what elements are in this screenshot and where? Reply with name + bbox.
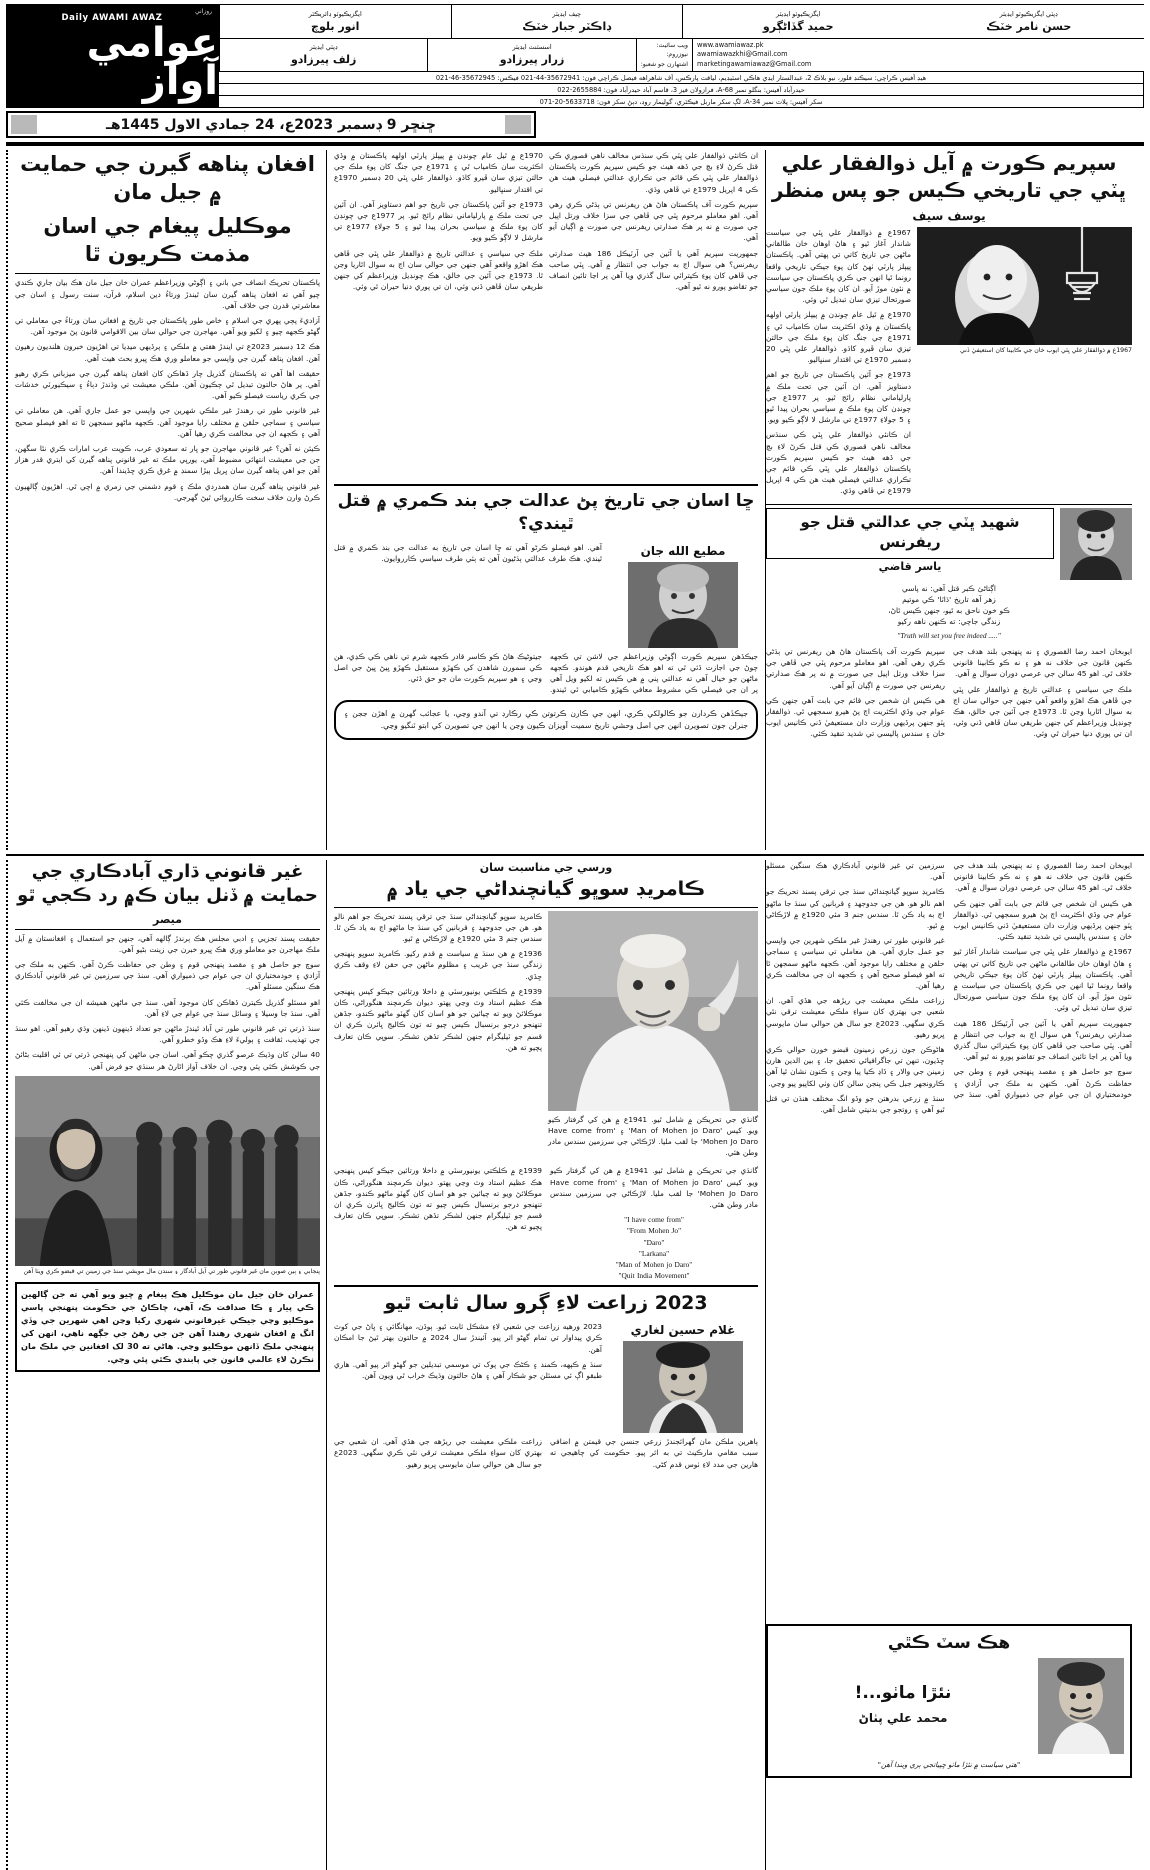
bhutto-gallows-photo <box>917 227 1132 345</box>
latin-quote: "Quit India Movement" <box>618 1271 690 1281</box>
afghan-para: آزاديءَ پڄي پهري جي اسلام ۽ خاص طور پاڪستان جي تاريخ ۾ افغانن سان ورتاءُ جي معاملي تي گهڻو ڪجهه چيو ۽ لکيو ويو آهي. مهاجرن جي حوالي سان بين الاقوامي قانون پڻ موجود آهن. <box>15 315 320 337</box>
pathan-byline: محمد علي پٺاڻ <box>858 1711 948 1726</box>
illegal-para: سنڌ ڌرتي تي غير قانوني طور تي آباد ٿيندڙ ماڻهن جو تعداد ڏينهون ڏينهن وڌي رهيو آهي. اهو سنڌ جي تهذيب، ثقافت ۽ ٻوليءَ لاءِ هڪ وڏو خطرو آهي. <box>15 1024 320 1045</box>
staff-name: انور بلوچ <box>311 19 360 33</box>
afghan-body <box>15 277 320 503</box>
lead-para: ملڪ جي سياسي ۽ عدالتي تاريخ ۾ ذوالفقار علي ڀٽي جي ڦاهي هڪ اهڙو واقعو آهي جنهن جي حوالي سان اڄ به سوال اٿاريا وڃن ٿا. 1973ع جي آئين جي خالق، هڪ چونڊيل وزيراعظم کي جنهن طريقي سان ڦاهي ڏني وئي، ان تي پوري دنيا حيران ٿي وئي. <box>334 248 543 292</box>
mid-page-divider <box>6 854 1144 856</box>
sobho-col-right <box>334 911 542 1163</box>
lead-col-a <box>334 150 543 480</box>
latin-quote: "Man of Mohen jo Daro" <box>615 1260 693 1270</box>
poem-line: زندگي جاچي: ته ڪنهن ناهه رکيو <box>897 617 1001 627</box>
staff-masthead-block <box>218 4 1144 72</box>
lead-para: جمهوريت سپريم آهي يا آئين جي آرٽيڪل 186 هيٺ صدارتي ريفرنس؟ هي سوال اڄ به جواب جي انتظار ۾ آهي. ڀٽي صاحب جي ڦاهي کان پوءِ ڪيترائي سال گذري ويا آهن پر اڃا تائين انصاف جو تقاضو پورو نه ٿيو آهي. <box>549 248 758 292</box>
staff-name: زرار پيرزادو <box>499 53 565 67</box>
yasir-byline: ياسر قاضي <box>878 560 942 574</box>
staff-deputy-exec-editor <box>914 5 1145 38</box>
ads-label: اشتهارن جو شعبو: <box>640 60 689 68</box>
contact-labels <box>636 39 692 72</box>
pathan-headline: نئڙا ماٺو...! <box>854 1683 952 1704</box>
afghan-headline-rule <box>15 273 320 274</box>
upper-section <box>6 150 1144 850</box>
continuation-para: ايوبخان احمد رضا القصوري ۽ نه پنهنجي بلند هدف جي ڪنهن قانون جي خلاف نه هو ۽ نه ڪو ڪابينا قانوني خلاف ٿي. اهو 45 سالن جي عرصي دوران سوال ۾ آهي. <box>953 861 1132 893</box>
inner-highlight-box <box>334 700 758 740</box>
sobho-para: گانڌي جي تحريڪن ۾ شامل ٿيو. 1941ع ۾ هن کي گرفتار ڪيو ويو. کيس 'Man of Mohen jo Daro' ۽ 'Have come from Mohen Jo Daro' جا لقب مليا. لاڙڪاڻي جي سرزمين سندس مادر وطن هئي. <box>548 1114 758 1158</box>
address-hyderabad: حيدرآباد آفيس: بنگلو نمبر 68-A، فرازولان فيز 3، قاسم آباد حيدرآباد فون: 2655884-022 <box>219 84 1143 96</box>
afghan-headline-line2: موڪليل پيغام جي اسان مذمت ڪريون ٿا <box>43 213 292 267</box>
newspaper-logo <box>6 4 218 108</box>
lead-byline: يوسف سيف <box>912 209 986 223</box>
yasir-body <box>766 646 1132 744</box>
lead-para: 1970ع ۾ ٿيل عام چونڊن ۾ پيپلز پارٽي اولهه پاڪستان ۾ وڏي اڪثريت سان ڪامياب ٿي ۽ 1971ع جي جنگ کان پوءِ ملڪ جي حالتن تيزي سان ڦيرو کاڌو. ذوالفقار علي ڀٽي 20 ڊسمبر 1970ع تي اقتدار سنڀاليو. <box>766 310 911 365</box>
lead-text-col <box>766 227 911 501</box>
lead-para: 1967ع ۾ ذوالفقار علي ڀٽي جي سياست شاندار آغاز ٿيو ۽ هاڻ اوهان خان طالقاني ماڻهن جي تاريخ کاتي تي پهتي آهي. پاڪستان پيپلز پارٽي ٺهڻ کان پوءِ جيڪي تاريخي واقعا رونما ٿيا انهن جي ڪري پاڪستان جي سياست ۾ نئون موڙ آيو. ان کان پوءِ ملڪ جون سياسي صورتحال تيزي سان تبديل ٿي وئي. <box>766 228 911 305</box>
refugees-illustration <box>15 1076 320 1266</box>
sobho-para: 1939ع ۾ ڪلڪتي يونيورسٽي ۾ داخلا ورتائين جيڪو کيس پنهنجي هڪ عظيم استاد وٽ وڃي پهتو. ديوان ڪرمچند هنگوراڻي، ڪان موڪلائڻ ويو ته چيائين جو هو اسان کان گهٽو ماڻهو ڪندو، جڏهن تنهنجو درجو برنسبال ڪيس چيو ته تون ڪاليج ڀائرن ڪري ان قسم جو ٽيليگرام جنهن لشڪر تڏهن تشڪر. سوڀي ڪان تعارف پچيو ته هن. <box>334 986 542 1052</box>
yasir-para: سپريم ڪورت آف پاڪستان هاڻ هن ريفرنس تي ٻڌڻي ڪري رهي آهي. اهو معاملو مرحوم ڀٽي جي ڦاهي جي سزا خلاف ورتل اپيل جي صورت ۾ نه پر هڪ صدارتي ريفرنس جي صورت ۾ اڳيان آيو آهي. <box>766 646 945 690</box>
yasir-headline: شهيد ڀٽي جي عدالتي قتل جو ريفرنس <box>800 512 1020 551</box>
afghan-para: غير قانوني پناهه گيرن سان همدردي ملڪ ۽ قوم دشمني جي زمري ۾ اچي ٿي. اهڙيون ڳالهيون ڪرڻ وارن خلاف سخت ڪارروائي ٿيڻ گهرجي. <box>15 481 320 502</box>
pathan-portrait <box>1038 1658 1124 1754</box>
continuation-para: جمهوريت سپريم آهي يا آئين جي آرٽيڪل 186 هيٺ صدارتي ريفرنس؟ هي سوال اڄ به جواب جي انتظار ۾ آهي. ڀٽي صاحب جي ڦاهي کان پوءِ ڪيترائي سال گذري ويا آهن پر اڃا تائين انصاف جو تقاضو پورو نه ٿيو آهي. <box>953 1018 1132 1062</box>
matiullah-para: جيڪڏهن سپريم ڪورت اڳوڻي وزيراعظم جي لاشن تي ڪجهه چوڻ جي اجازت ڏئي ٿي ته اهو هڪ تاريخي قدم هوندو. ڪجهه ماڻهن جو خيال آهي ته عدالتي پني ۾ هي ڪيس ته لکيو ويل آهي پر ان جي فيصلي ڪي مشروط معافي ڪهڙو ڪاميابي ٿي ٿيندو. جيتوڻيڪ هاڻ ڪو ڪاسر قادر ڪجهه شرم تي ناهي ڪي ڪڍي، هن ڪي سمورن شاهدن کي ڪهڙو مستقبل ڪهڙو ڀيڻ ڀيڻ جي اصل وڃي ۽ هو سپريم ڪورت مان جو حق ڏئي. <box>334 651 758 695</box>
staff-role: اسسٽنٽ ايڊيٽر <box>512 43 552 52</box>
sobho-para: ڪامريڊ سوڀو گيانچنداڻي سنڌ جي ترقي پسند تحريڪ جو اهم نالو هو. هن جي جدوجهد ۽ قربانين کي سنڌ جا ماڻهو اڄ به ياد ڪن ٿا. سندس جنم 3 مئي 1920ع ۾ لاڙڪاڻي ۾ ٿيو. <box>334 911 542 944</box>
illegal-headline: غير قانوني ڌاري آبادڪاري جي حمايت ۾ ڏنل بيان ڪ۾ رد ڪجي ٿو <box>17 861 318 907</box>
date-bar <box>6 111 536 138</box>
sobho-para: 1939ع ۾ ڪلڪتي يونيورسٽي ۾ داخلا ورتائين جيڪو کيس پنهنجي هڪ عظيم استاد وٽ وڃي پهتو. ديوان ڪرمچند هنگوراڻي، ڪان موڪلائڻ ويو ته چيائين جو هو اسان کان گهٽو ماڻهو ڪندو، جڏهن تنهنجو درجو برنسبال ڪيس چيو ته تون ڪاليج ڀائرن ڪري ان قسم جو ٽيليگرام جنهن لشڪر تڏهن تشڪر. سوڀي ڪان تعارف پچيو ته هن. <box>334 1166 542 1232</box>
afghan-headline-line1: افغان پناهه گيرن جي حمايت ۾ جيل مان <box>20 152 315 205</box>
sobho-kicker: ورسي جي مناسبت سان <box>479 861 613 874</box>
staff-role: ڊپٽي ايگزيڪيوٽو ايڊيٽر <box>999 9 1058 18</box>
illegal-byline: ميصر <box>153 912 182 926</box>
lower-section <box>6 860 1144 1870</box>
illegal-para: 40 سالن کان وڌيڪ عرصو گذري چڪو آهي. اسان جي ماڻهن کي پنهنجي ڌرتي تي ئي اقليت بڻائڻ جي ڪوشش ڪئي پئي وڃي. ان خلاف آواز اٿارڻ هر سنڌي جو فرض آهي. <box>15 1050 320 1071</box>
matiullah-headline: ڇا اسان جي تاريخ پڻ عدالت جي بند ڪمري ۾ قتل ٿيندي؟ <box>337 491 755 534</box>
sobho-headline: ڪامريڊ سوڀو گيانچنداڻي جي ياد ۾ <box>386 878 706 900</box>
illegal-para: حقيقت پسند تجزيي ۽ ادبي مجلس هڪ ٻرندڙ ڳالهه آهي، جنهن جو استعمال ۽ افغانستان ۾ آيل ملڪ مهاجرن جو معاملو وري هڪ ڀيرو خبرن جي زينت بڻيو آهي. <box>15 933 320 954</box>
gallows-illustration <box>917 227 1132 345</box>
left-lower-continuation <box>766 860 1132 1620</box>
afghan-para: هڪ 12 ڊسمبر 2023ع تي ايندڙ هفتي ۾ ملڪي ۽ پرڏيهي ميڊيا تي اهڙيون خبرون هلنديون رهيون آهن. افغان پناهه گيرن جي واپسي جو معاملو وري هڪ ڀيرو بحث هيٺ آهي. <box>15 342 321 363</box>
portrait-illustration <box>1038 1658 1124 1754</box>
masthead <box>6 4 1144 108</box>
lead-para: 1970ع ۾ ٿيل عام چونڊن ۾ پيپلز پارٽي اولهه پاڪستان ۾ وڏي اڪثريت سان ڪامياب ٿي ۽ 1971ع جي جنگ کان پوءِ ملڪ جي حالتن تيزي سان ڦيرو کاڌو. ذوالفقار علي ڀٽي 20 ڊسمبر 1970ع تي اقتدار سنڀاليو. <box>334 151 544 194</box>
agri-para: سنڌ ۾ ڪپهه، ڪمند ۽ ڪڻڪ جي پوک تي موسمي تبديلين جو گهڻو اثر پيو آهي. هاري طبقو اڳ ئي مسئلن جو شڪار آهي ۽ هاڻ حالتون وڌيڪ خراب ٿي ويون آهن. <box>334 1359 602 1380</box>
afghan-para: حقيقت اها آهي ته پاڪستان گذريل چار ڏهاڪن کان افغان پناهه گيرن جي ميزباني ڪري رهيو آهي. پر هاڻ حالتون تبديل ٿي چڪيون آهن. ملڪي معيشت تي وڌندڙ دٻاءُ ۽ سيڪيورٽي خدشات جي ڪري رياست فيصلو ڪيو آهي. <box>15 368 320 401</box>
staff-name: زلف پيرزادو <box>290 53 357 67</box>
marketing-email[interactable]: marketingawamiawaz@Gmail.com <box>697 59 812 68</box>
sobho-col-caption-text <box>548 1114 758 1159</box>
continuation-para: هاڻوڪن جون زرعي زمينون قبضو خورن حوالي ڪري ڇڏيون، تنهن تي جاگرافيائي تحقيق جا، ۽ بين الدين هارن زمينن جي والار ۽ ڏاڍ ڪيا پيا وڃن ۽ ڪنون نشان ٿيا آهن ڪارونجهر جبل ڪي پنجن سالن کان وٺي لکاپيو پيو وڃي. <box>766 1045 945 1088</box>
newsroom-label: نيوزروم: <box>666 51 689 58</box>
continuation-para: ڪامريڊ سوڀو گيانچنداڻي سنڌ جي ترقي پسند تحريڪ جو اهم نالو هو. هن جي جدوجهد ۽ قربانين کي سنڌ جا ماڻهو اڄ به ياد ڪن ٿا. سندس جنم 3 مئي 1920ع ۾ لاڙڪاڻي ۾ ٿيو. <box>766 887 945 931</box>
pathan-kicker: هڪ سٽ ڪٿي <box>887 1633 1011 1653</box>
inner-box-text: جيڪڏهن ڪردارن جو ڪالولکي ڪري، انهن جي ڪارن ڪرتوتن ڪي رڪارڊ تي آندو وڃي، يا عجائب گهرن ۾ اهڙن ججن ۽ جنرلن جون تصويرن انهن جي اصل وحشي تاريخ سميت آويزان ڪيون وڃن يا انهن جي تصويرن کي ابتو ٽنگيو وڃي. <box>344 708 748 730</box>
address-karachi: هيڊ آفيس ڪراچي: سيڪنڊ فلور، نيو بلاڪ 2، عبدالستار ايڊي هاڪي اسٽيڊيم، لياقت پارڪس، آف شاهراهه فيصل ڪراچي فون: 35672941-44-021 فيڪس: 35672945-46-021 <box>219 72 1143 84</box>
afghan-para: غير قانوني طور تي رهندڙ غير ملڪي شهرين جي واپسي جو عمل جاري آهي. هن معاملي تي سياسي ۽ سماجي حلقن ۾ مختلف رايا موجود آهن. ڪجهه ماڻهو سمجهن ٿا ته اهو فيصلو صحيح آهي ۽ ڪجهه ان جي مخالفت ڪري رهيا آهن. <box>15 406 320 438</box>
continuation-para: غير قانوني طور تي رهندڙ غير ملڪي شهرين جي واپسي جو عمل جاري آهي. هن معاملي تي سياسي ۽ سماجي حلقن ۾ مختلف رايا موجود آهن. ڪجهه ماڻهو سمجهن ٿا ته اهو فيصلو صحيح آهي ۽ ڪجهه ان جي مخالفت ڪري رهيا آهن. <box>766 936 945 991</box>
continuation-para: 1967ع ۾ ذوالفقار علي ڀٽي جي سياست شاندار آغاز ٿيو ۽ هاڻ اوهان خان طالقاني ماڻهن جي تاريخ کاتي تي پهتي آهي. پاڪستان پيپلز پارٽي ٺهڻ کان پوءِ جيڪي تاريخي واقعا رونما ٿيا انهن جي ڪري پاڪستان جي سياست ۾ نئون موڙ آيو. ان کان پوءِ ملڪ جون سياسي صورتحال تيزي سان تبديل ٿي وئي. <box>953 947 1132 1013</box>
portrait-illustration <box>628 562 738 648</box>
pathan-quote: "هتي سياست ۾ نئڙا ماٺو ڇپياتجي ٻري ويندا آهن" <box>877 1760 1021 1769</box>
staff-assistant-editor <box>427 39 635 72</box>
staff-role: چيف ايڊيٽر <box>552 9 582 18</box>
matiullah-para: آهي. اهو فيصلو ڪرڻو آهي ته ڇا اسان جي تاريخ به عدالت جي بند ڪمري ۾ قتل ٿيندي. هڪ طرف عدالتي ٻڌڻيون آهن ته ٻئي طرف سياسي ڪارروايون. <box>334 542 602 564</box>
continuation-para: هي ڪيس ان شخص جي قائم جي بابت آهي جنهن ڪي عوام جي وڏي اڪثريت اڄ پڻ هيرو سمجهي ٿي. ذوالفقار ڀٽو جنهن پرڏيهي وزارت دان مستعيفيٰ ڏني ڪانيس ايوب خان ۽ سندس پاليسي تي شديد تنقيد ڪئي. <box>953 898 1132 942</box>
imran-statement-text: عمران خان جيل مان موڪليل هڪ پيغام ۾ چيو ويو آهي ته جن ڳالهين ڪي پيار ۽ ڪا صداقت ڪ، آهي، چاڪاڻ جي حڪومت پنهنجي پاسي موڪليو وڃي جيڪي غيرقانوني شهري رکيا وڃن اهي شهرين جي وڏي انگ ۾ افغان شهري رهندا آهن جن جي رهڻ جي جڳهه ناهي، انهن کي پنهنجي ملڪ ڏانهن موڪليو وڃي. هاڻي ته 30 لک افغانين جي ملڪ مان نڪرڻ لاءِ عالمي قانون جي پابندي ڪٿي پئي وڃي. <box>21 1289 314 1365</box>
sobho-portrait-illustration <box>548 911 758 1111</box>
yasir-para: ايوبخان احمد رضا القصوري ۽ نه پنهنجي بلند هدف جي ڪنهن قانون جي خلاف نه هو ۽ نه ڪو ڪابينا قانوني خلاف ٿي. اهو 45 سالن جي عرصي دوران سوال ۾ آهي. <box>953 646 1132 679</box>
matiullah-body <box>334 651 758 696</box>
lead-para: ان ڪانئي ذوالفقار علي ڀٽي ڪي سنڌس مخالف ناهي قصوري ڪي قتل ڪرڻ لاءِ بچ جي ڏهه هيٺ جو ڪيس سپريم ڪورت پاڪستان ذوالفقار علي ڀٽي ڪي قائم جي تڪراري عدالتي فيصلي هيٺ هن ڪي 4 اپريل 1979ع تي ڦاهي وڌي. <box>549 151 758 194</box>
office-addresses <box>218 72 1144 108</box>
matiullah-top-rule <box>334 484 758 486</box>
staff-name: حميد گڏاڻڳرو <box>762 19 834 33</box>
agri-col-right <box>334 1321 602 1385</box>
date-bar-decoration-left <box>11 115 37 134</box>
staff-role: ايگزيڪيوٽو ڊائريڪٽر <box>308 9 362 18</box>
staff-name: ڊاڪٽر جبار خٽڪ <box>522 19 612 33</box>
agri-para: زراعت ملڪي معيشت جي ريڙهه جي هڏي آهي. ان شعبي جي بهتري کان سواءِ ملڪي معيشت ترقي نٿي ڪري سگهي. 2023ع جو سال هن حوالي سان مايوسي ڀريو رهيو. <box>334 1437 542 1469</box>
logo-sindhi-name: عوامي آواز <box>86 19 218 104</box>
sobho-rule <box>334 907 758 908</box>
continuation-para: زراعت ملڪي معيشت جي ريڙهه جي هڏي آهي. ان شعبي جي بهتري کان سواءِ ملڪي معيشت ترقي نٿي ڪري سگهي. 2023ع جو سال هن حوالي سان مايوسي ڀريو رهيو. <box>766 996 945 1039</box>
lead-continuation <box>334 150 758 480</box>
address-sukkur: سکر آفيس: پلاٽ نمبر 34-A، لڳ سکر ماربل فيڪٽري، گوليمار روڊ، دٻڻ سکر فون: 5633718-20-071 <box>539 97 823 106</box>
latin-quote: "I have come from" <box>624 1215 684 1225</box>
logo-corner-text: روزاني <box>194 8 212 15</box>
column-afghan-editorial <box>6 150 326 850</box>
illegal-rule <box>15 929 320 930</box>
sobho-para: گانڌي جي تحريڪن ۾ شامل ٿيو. 1941ع ۾ هن کي گرفتار ڪيو ويو. کيس 'Man of Mohen jo Daro' ۽ 'Have come from Mohen Jo Daro' جا لقب مليا. لاڙڪاڻي جي سرزمين سندس مادر وطن هئي. <box>550 1166 758 1210</box>
agri-para: 2023 ورهيه زراعت جي شعبي لاءِ مشڪل ثابت ٿيو. ٻوڏن، مهانگائي ۽ ڀاڻ جي کوٽ ڪري پيداوار تي تمام گهڻو اثر پيو. آئيندڙ سال 2024 ۾ حالتون بهتر ٿيڻ جا امڪان آهن. <box>334 1322 602 1354</box>
poem-line: اڳتاڻئ ڪبر قتل آهي: نه پاسي <box>902 583 996 593</box>
imran-statement-box <box>15 1282 320 1372</box>
column-left-lower <box>766 860 1138 1870</box>
pathan-column-box <box>766 1624 1132 1778</box>
continuation-para: سوچ جو حاصل هو ۽ مقصد پنهنجي قوم ۽ وطن جي حفاظت ڪرڻ آهي. ڪنهن به ملڪ جي آزادي ۽ خودمختياري ان جي عوام جي ذميواري آهي. سنڌ جي سرزمين تي غير قانوني آبادڪاري هڪ سنگين مسئلو آهي. <box>766 861 1132 1099</box>
staff-exec-director <box>219 5 451 38</box>
masthead-divider <box>6 142 1144 146</box>
lead-para: 1973ع جو آئين پاڪستان جي تاريخ جو اهم دستاويز آهي. ان آئين جي تحت ملڪ ۾ پارلياماني نظام رائج ٿيو. پر 1977ع جي چونڊن کان پوءِ ملڪ ۾ سياسي بحران پيدا ٿيو ۽ 5 جولاءِ 1977ع تي مارشل لا لاڳو ڪيو ويو. <box>334 199 543 243</box>
yasir-poem <box>766 583 1132 628</box>
latin-quote: "Larkana" <box>638 1248 670 1258</box>
staff-role: ڊپٽي ايڊيٽر <box>309 43 338 52</box>
continuation-para: سنڌ ۾ زرعي بدرهتن جو وڏو انگ مختلف هنڌن تي قتل ٿيو آهي ۽ روتجو جي بدنيتي شامل آهي. <box>766 1093 945 1115</box>
afghan-para: پاڪستان تحريڪ انصاف جي باني ۽ اڳوڻي وزيراعظم عمران خان جيل مان هڪ بيان جاري ڪندي چيو آهي ته افغان پناهه گيرن سان ٿيندڙ ورتاءُ دين اسلام، قرآن، سنت رسول ۽ اسان جي معاشرتي قدرن جي خلاف آهي. <box>15 278 320 310</box>
yasir-para: هي ڪيس ان شخص جي قائم جي بابت آهي جنهن ڪي عوام جي وڏي اڪثريت اڄ پڻ هيرو سمجهي ٿي. ذوالفقار ڀٽو جنهن پرڏيهي وزارت دان مستعيفيٰ ڏني ڪانيس ايوب خان ۽ سندس پاليسي تي شديد تنقيد ڪئي. <box>766 695 945 739</box>
lead-photo-caption: 1967ع ۾ ذوالفقار علي ڀٽي ايوب خان جي ڪابينا کان استعيفيٰ ڏني <box>959 347 1132 354</box>
poem-line: زهر آهه تاريخ 'ڌاٽا' ڪي موتيم <box>902 594 996 604</box>
website-url[interactable]: www.awamiawaz.pk <box>697 40 764 49</box>
logo-english-name: Daily AWAMI AWAZ <box>61 12 163 23</box>
date-bar-decoration-right <box>505 115 531 134</box>
agri-headline: 2023 زراعت لاءِ ڳرو سال ثابت ٿيو <box>384 1292 708 1315</box>
illegal-body <box>15 933 320 1072</box>
lead-para: ان ڪانئي ذوالفقار علي ڀٽي ڪي سنڌس مخالف ناهي قصوري ڪي قتل ڪرڻ لاءِ بچ جي ڏهه هيٺ جو ڪيس سپريم ڪورت پاڪستان ذوالفقار علي ڀٽي ڪي قائم جي تڪراري عدالتي فيصلي هيٺ هن ڪي 4 اپريل 1979ع تي ڦاهي وڌي. <box>766 430 911 496</box>
agri-para: ٻاهرين ملڪن مان گهرائجندڙ زرعي جنسن جي قيمتن ۾ اضافي سبب مقامي مارڪيٽ تي به اثر پيو. حڪومت کي چاهيجي ته هارين جي مدد لاءِ ٺوس قدم کڻي. <box>550 1437 758 1469</box>
agri-author-photo <box>623 1341 743 1433</box>
poem-line: ڪو خون ناحق به ٿيو، جنهن ڪيس ٿاڻ، <box>888 606 1010 616</box>
sobho-para: 1936ع ۾ هن سنڌ ۾ سياست ۾ قدم رکيو. ڪامريڊ سوڀو پنهنجي زندگي سنڌ جي غريب ۽ مظلوم ماڻهن جي حقن لاءِ وقف ڪري ڇڏي. <box>334 949 542 981</box>
refugees-photo <box>15 1076 320 1266</box>
portrait-illustration <box>1060 508 1132 580</box>
column-middle-lower <box>326 860 766 1870</box>
publication-date: ڇنڇر 9 ڊسمبر 2023ع، 24 جمادي الاول 1445هـ <box>106 116 436 133</box>
sobho-photo <box>548 911 758 1111</box>
agri-top-rule <box>334 1285 758 1287</box>
newsroom-email[interactable]: awamiawazkhi@Gmail.com <box>697 50 788 58</box>
column-left-upper <box>766 150 1138 850</box>
sobho-extra-b <box>550 1165 758 1281</box>
matiullah-intro-col <box>334 542 602 648</box>
column-illegal-settlement <box>6 860 326 1870</box>
staff-exec-editor <box>682 5 914 38</box>
refugees-photo-caption: پنجابي ۽ ٻين صوبن مان غير قانوني طور تي آيل آبادگار ۽ سندن مال مويشي سنڌ جي زمينن تي قبضو ڪري ويٺا آهن <box>23 1267 320 1275</box>
afghan-para: ڪيئن نه آهن؟ غير قانوني مهاجرن جو ڀار ته سعودي عرب، ڪويت عرب امارات ڪري نٿا سگهن، جن جي معيشت انتهائي مضبوط آهي، يورپي ملڪ ته غير قانوني پناهه گيرن کي ايتري قدر هزار آهن جو اهي پناهه گيرن سان ڀريل ٻيڙا سمنڊ ۾ غرق ڪري ڇڏيندا آهن. <box>15 444 320 476</box>
yasir-english-quote: "Truth will set you free indeed ....." <box>897 631 1001 641</box>
left-col-rule-1 <box>766 504 1132 505</box>
agri-body <box>334 1436 758 1474</box>
staff-chief-editor <box>451 5 683 38</box>
staff-row-bottom <box>219 38 1144 72</box>
website-label: ويب سائيٽ: <box>656 41 689 49</box>
latin-quote: "From Mohen Jo" <box>626 1226 682 1236</box>
lead-para: 1973ع جو آئين پاڪستان جي تاريخ جو اهم دستاويز آهي. ان آئين جي تحت ملڪ ۾ پارلياماني نظام رائج ٿيو. پر 1977ع جي چونڊن کان پوءِ ملڪ ۾ سياسي بحران پيدا ٿيو ۽ 5 جولاءِ 1977ع تي مارشل لا لاڳو ڪيو ويو. <box>766 370 911 425</box>
portrait-illustration <box>623 1341 743 1433</box>
sobho-extra-a <box>334 1165 542 1281</box>
yasir-portrait <box>1060 508 1132 580</box>
staff-deputy-editor <box>219 39 427 72</box>
illegal-para: اهو مسئلو گذريل ڪيترن ڏهاڪن کان موجود آهي. سنڌ جي ماڻهن هميشه ان جي مخالفت ڪئي آهي. سنڌ جا وسيلا ۽ وسائل سنڌ جي عوام جي لاءِ آهن. <box>15 997 320 1018</box>
yasir-para: ملڪ جي سياسي ۽ عدالتي تاريخ ۾ ذوالفقار علي ڀٽي جي ڦاهي هڪ اهڙو واقعو آهي جنهن جي حوالي سان اڄ به سوال اٿاريا وڃن ٿا. 1973ع جي آئين جي خالق، هڪ چونڊيل وزيراعظم کي جنهن طريقي سان ڦاهي ڏني وئي، ان تي پوري دنيا حيران ٿي وئي. <box>953 684 1132 739</box>
matiullah-byline: مطيع الله جان <box>640 543 726 558</box>
staff-role: ايگزيڪيوٽو ايڊيٽر <box>776 9 821 18</box>
lead-para: سپريم ڪورت آف پاڪستان هاڻ هن ريفرنس تي ٻڌڻي ڪري رهي آهي. اهو معاملو مرحوم ڀٽي جي ڦاهي جي سزا خلاف ورتل اپيل جي صورت ۾ نه پر هڪ صدارتي ريفرنس جي صورت ۾ اڳيان آيو آهي. <box>549 199 758 243</box>
agri-byline: غلام حسين لغاري <box>630 1323 736 1338</box>
lead-col-b <box>549 150 758 480</box>
illegal-para: سوچ جو حاصل هو ۽ مقصد پنهنجي قوم ۽ وطن جي حفاظت ڪرڻ آهي. ڪنهن به ملڪ جي آزادي ۽ خودمختياري ان جي عوام جي ذميواري آهي. سنڌ جي سرزمين تي غير قانوني آبادڪاري هڪ سنگين مسئلو آهي. <box>15 960 320 992</box>
staff-name: حسن نامر خٽڪ <box>986 19 1072 33</box>
matiullah-portrait <box>628 562 738 648</box>
column-middle-upper <box>326 150 766 850</box>
contact-values <box>692 39 1144 72</box>
staff-row-top <box>219 5 1144 38</box>
lead-headline: سپريم ڪورت ۾ آيل ذوالفقار علي ڀٽي جي تاريخي ڪيس جو پس منظر <box>771 151 1127 202</box>
latin-quote: "Daro" <box>643 1237 665 1247</box>
